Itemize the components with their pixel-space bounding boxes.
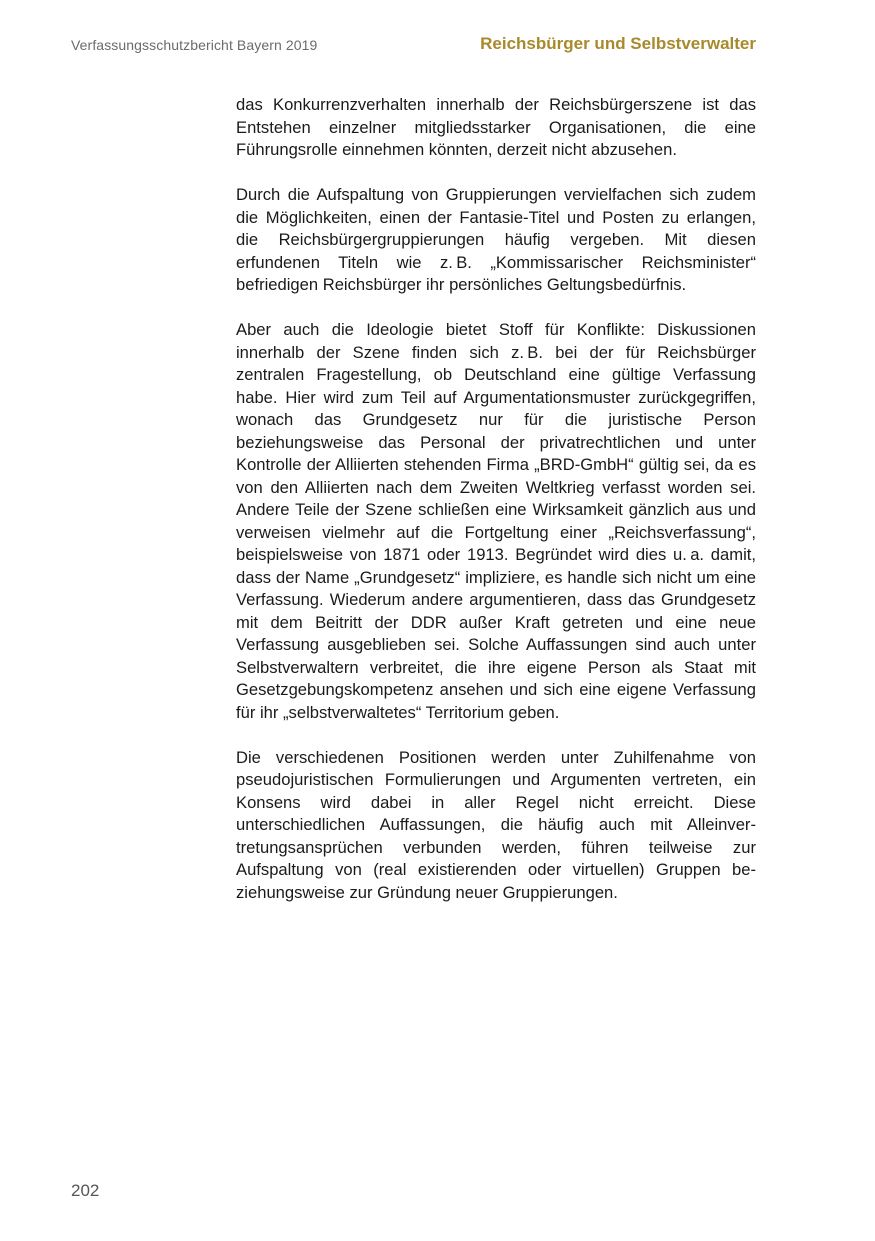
- paragraph-2: Durch die Aufspaltung von Gruppierungen vervielfachen sich zudem die Möglichkeiten, einen der Fantasie-Titel und Posten zu erlangen, die Reichsbürgergruppierungen häufig vergeben. Mit diesen erfundenen Titeln wie z. B. „Kommissarischer Reichsminister“ befriedigen Reichsbürger ihr persönliches Geltungsbedürfnis.: [236, 185, 756, 294]
- paragraph-3: Aber auch die Ideologie bietet Stoff für Konflikte: Diskussionen innerhalb der Szene finden sich z. B. bei der für Reichsbürger zentralen Fragestellung, ob Deutschland eine gültige Verfassung habe. Hier wird zum Teil auf Argumentationsmuster zurückgegriffen, wonach das Grundgesetz nur für die juristische Person beziehungsweise das Personal der privatrechtlichen und unter Kontrolle der Alliierten stehenden Firma „BRD-GmbH“ gültig sei, da es von den Alliierten nach dem Zweiten Weltkrieg verfasst worden sei. Andere Teile der Szene schließen eine Wirksamkeit gänzlich aus und verweisen vielmehr auf die Fortgeltung einer „Reichsverfassung“, beispielsweise von 1871 oder 1913. Begründet wird dies u. a. damit, dass der Name „Grundgesetz“ impliziere, es handle sich nicht um eine Verfassung. Wiederum andere argumentieren, dass das Grundgesetz mit dem Beitritt der DDR außer Kraft getreten und eine neue Verfassung ausgeblieben sei. Solche Auffassungen sind auch unter Selbstverwaltern verbreitet, die ihre eigene Person als Staat mit Gesetzgebungskompetenz ansehen und sich eine eigene Verfassung für ihr „selbstverwaltetes“ Territorium geben.: [236, 320, 756, 722]
- paragraph-4: Die verschiedenen Positionen werden unter Zuhilfenahme von pseudojuristischen Formulierungen und Argumenten vertreten, ein Konsens wird dabei in aller Regel nicht erreicht. Diese unterschiedlichen Auffassungen, die häufig auch mit Alleinvertretungsansprüchen verbunden werden, führen teilweise zur Aufspaltung von (real existierenden oder virtuellen) Gruppen beziehungsweise zur Gründung neuer Gruppierungen.: [236, 747, 756, 902]
- page-number: 202: [71, 1181, 100, 1200]
- running-header-title: Verfassungsschutzbericht Bayern 2019: [71, 37, 318, 53]
- body-text: [236, 94, 756, 927]
- running-header-chapter: Reichsbürger und Selbstverwalter: [480, 34, 756, 53]
- paragraph-1: das Konkurrenzverhalten innerhalb der Reichsbürgerszene ist das Entstehen einzelner mitgliedsstarker Organisationen, die eine Führungsrolle einnehmen könnten, derzeit nicht abzusehen.: [236, 95, 756, 159]
